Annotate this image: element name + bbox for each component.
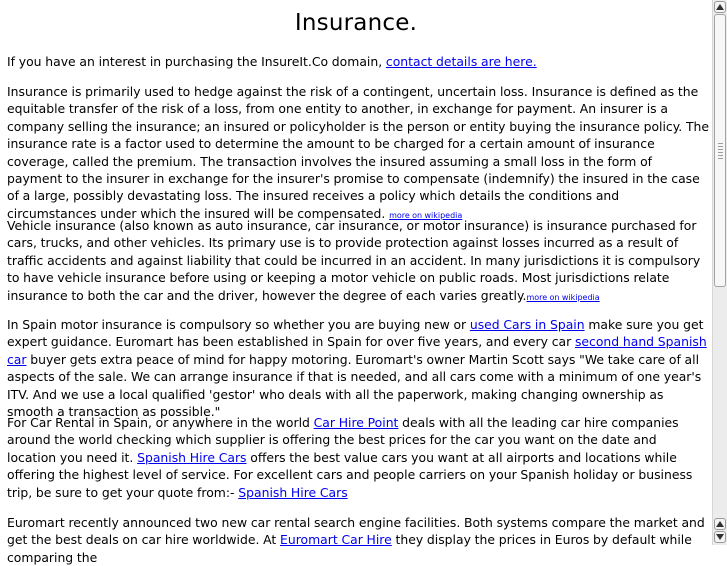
euromart-paragraph <box>7 514 709 566</box>
spain-motor-text-1: In Spain motor insurance is compulsory so whether you are buying new or <box>7 317 470 332</box>
second-hand-spanish-car-link[interactable]: second hand Spanish car <box>7 334 707 367</box>
car-rental-text-2: deals with all the leading car hire companies around the world checking which supplier is offering the best prices for the car you want on the date and location you need it. <box>7 415 679 465</box>
car-rental-text-1: For Car Rental in Spain, or anywhere in the world <box>7 415 314 430</box>
insurance-paragraph <box>7 83 709 224</box>
contact-details-link[interactable]: contact details are here. <box>385 54 537 69</box>
spanish-hire-cars-link-1[interactable]: Spanish Hire Cars <box>137 449 247 465</box>
scroll-thumb[interactable] <box>714 14 726 287</box>
car-hire-point-link[interactable]: Car Hire Point <box>313 415 399 430</box>
grip-icon <box>718 143 723 159</box>
arrow-up-icon <box>716 521 724 527</box>
vehicle-insurance-paragraph <box>7 217 709 306</box>
page-title: Insurance. <box>294 10 418 36</box>
vertical-scrollbar[interactable] <box>712 0 727 545</box>
spanish-hire-cars-link-2[interactable]: Spanish Hire Cars <box>238 484 348 500</box>
intro-paragraph <box>7 53 709 70</box>
intro-text: If you have an interest in purchasing the InsureIt.Co domain, <box>7 54 386 69</box>
euromart-text-1: Euromart recently announced two new car rental search engine facilities. Both systems compare the market and get the best deals on car hire worldwide. At <box>7 515 705 548</box>
scroll-down-button[interactable] <box>714 531 726 543</box>
spain-motor-text-3: buyer gets extra peace of mind for happy motoring. Euromart's owner Martin Scott says "We take care of all aspects of the sale. We can arrange insurance if that is needed, and all cars come with a minimum of one year's ITV. And we use a local qualified 'gestor' who deals with all the paperwork, making changing ownership as smooth a transaction as possible." <box>7 351 702 420</box>
used-cars-in-spain-link[interactable]: used Cars in Spain <box>469 317 585 332</box>
arrow-down-icon <box>716 534 724 540</box>
euromart-text-2: they display the prices in Euros by default while comparing the <box>7 532 692 565</box>
more-on-wikipedia-link-1[interactable]: more on wikipedia <box>389 210 463 220</box>
insurance-text: Insurance is primarily used to hedge against the risk of a contingent, uncertain loss. Insurance is defined as the equitable transfer of the risk of a loss, from one entity to another, in exchange for payment. An insurer is a company selling the insurance; an insured or policyholder is the person or entity buying the insurance policy. The insurance rate is a factor used to determine the amount to be charged for a certain amount of insurance coverage, called the premium. The transaction involves the insured assuming a small loss in the form of payment to the insurer in exchange for the insurer's promise to compensate (indemnify) the insured in the case of a large, possibly devastating loss. The insured receives a policy which details the conditions and circumstances under which the insured will be compensated. <box>7 84 710 221</box>
scroll-up-button[interactable] <box>714 1 726 13</box>
car-rental-paragraph <box>7 414 709 501</box>
euromart-car-hire-link[interactable]: Euromart Car Hire <box>280 532 392 548</box>
arrow-up-icon <box>716 4 724 10</box>
spain-motor-paragraph <box>7 316 709 420</box>
vehicle-insurance-text: Vehicle insurance (also known as auto insurance, car insurance, or motor insurance) is insurance purchased for cars, trucks, and other vehicles. Its primary use is to provide protection against losses incurred as a result of traffic accidents and against liability that could be incurred in an accident. In many jurisdictions it is compulsory to have vehicle insurance before using or keeping a motor vehicle on public roads. Most jurisdictions relate insurance to both the car and the driver, however the degree of each varies greatly. <box>7 218 701 303</box>
more-on-wikipedia-link-2[interactable]: more on wikipedia <box>526 292 600 302</box>
spain-motor-text-2: make sure you get expert guidance. Euromart has been established in Spain for over five years, and every car <box>7 317 704 350</box>
scroll-up-button-lower[interactable] <box>714 518 726 530</box>
car-rental-text-3: offers the best value cars you want at all airports and locations while offering the highest level of service. For excellent cars and people carriers on your Spanish holiday or business trip, be sure to get your quote from:- <box>7 449 693 500</box>
